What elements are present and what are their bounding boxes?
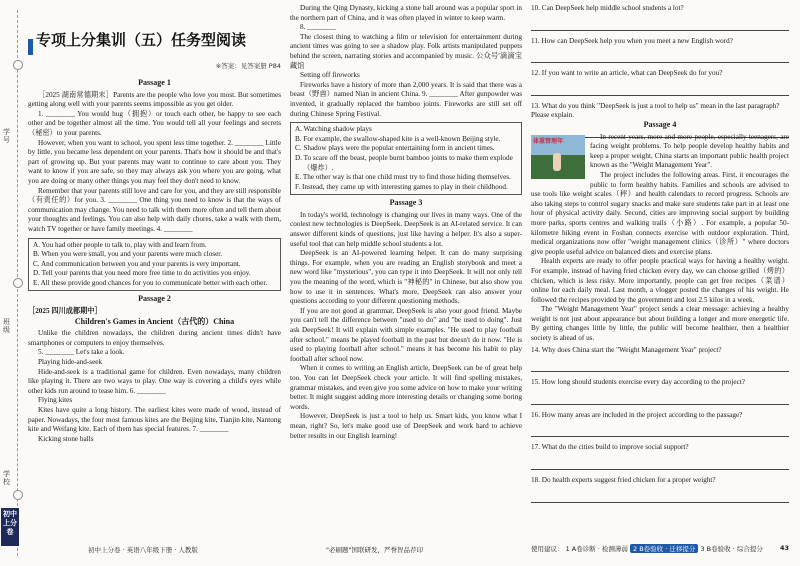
question: 13. What do you think "DeepSeek is just a tool to help us" mean in the last paragraph? Please explain. [531, 101, 780, 120]
subheading: Playing hide-and-seek [38, 358, 103, 367]
answer-line[interactable] [531, 426, 789, 437]
answer-line[interactable] [531, 52, 789, 63]
paragraph: DeepSeek is an AI-powered learning helper. It can do many surprising things. For example, when you are reading an English storybook and meet a new word like "mysterious", you can type it into DeepSeek. It will not only tell you the meaning of the word, which is "神秘的" in Chinese, but also show you how to use it in sentences. What's more, DeepSeek can also answer your questions according to your different questioning methods. [290, 249, 522, 306]
subheading: Flying kites [38, 396, 73, 405]
paragraph: During the Qing Dynasty, kicking a stone ball around was a popular sport in the northern part of China, and it was often played in winter to keep warm. [290, 4, 522, 22]
option-item: B. For example, the swallow-shaped kite is a well-known Beijing style. [295, 134, 501, 143]
paragraph: When it comes to writing an English article, DeepSeek can be of great help too. You can let DeepSeek check your article. It will find spelling mistakes, grammar mistakes, and even give you some advice on how to make your writing better. It might suggest adding more interesting details or changing some boring words. [290, 364, 522, 411]
option-item: C. Shadow plays were the popular entertaining form in ancient times. [295, 144, 495, 153]
paragraph: 1. ________ You would hug（拥抱）or touch each other, be happy to see each other and be together almost all the time. You would tell all your feelings and secrets（秘密）to your parents. [28, 109, 281, 137]
binding-gutter [0, 0, 26, 566]
usage-label: 使用建议： [531, 545, 564, 553]
passage-2-cont [290, 4, 522, 441]
option-item: A. Watching shadow plays [295, 125, 372, 134]
questions-14-18 [531, 346, 789, 503]
runner-figure [553, 153, 561, 171]
subheading: Kicking stone balls [38, 434, 94, 443]
passage-heading: Children's Games in Ancient（古代的）China [74, 316, 235, 326]
answer-reference: ※答案：见答案册 P84 [215, 62, 281, 70]
weight-management-photo [531, 135, 585, 179]
question: 15. How long should students exercise every day according to the project? [531, 378, 745, 387]
usage-tips [531, 544, 789, 556]
title-accent-bar [28, 39, 33, 55]
passage-title: Passage 1 [138, 78, 171, 87]
question: 12. If you want to write an article, what can DeepSeek do for you? [531, 69, 723, 78]
paragraph: Hide-and-seek is a traditional game for children. Even nowadays, many children like playing it. There are two ways to play. One way is covering a child's eyes while other kids run around to tease him. 6. ________ [28, 367, 281, 395]
option-item: B. When you were small, you and your parents were much closer. [33, 250, 223, 259]
footer-left: 初中上分卷 · 英语八年级下册 · 人教版 [88, 546, 198, 554]
options-box [290, 122, 522, 195]
option-item: C. And communication between you and your parents is very important. [33, 259, 241, 268]
paragraph: If you are not good at grammar, DeepSeek is also your good friend. Maybe you can't tell the difference between "used to do" and "be used to doing". Just ask DeepSeek! It will explain with simple examples. "He used to play football after school." means he played football in the past but doesn't do it now. "He is used to playing football after school." means it has become his habit to play football after school now. [290, 306, 522, 363]
section-title [28, 31, 281, 58]
passage-title: Passage 2 [138, 294, 171, 304]
paragraph: However, when you want to school, you spent less time together. 2. ________ Little by little, you became less dependent on your parents. That's how it should be and that's part of growing up. But your parents may want to continue to care about you. They want to know if you are safe, so they may always ask you where you are going, what you are doing or many other things you may feel they don't need to know. [28, 138, 281, 185]
paragraph: Fireworks have a history of more than 2,000 years. It is said that there was a beast（野兽）named Nian in ancient China. 9. ________ After gunpowder was invented, it gradually replaced the bamboo joints. Fireworks are still set off during Chinese Spring Festival. [290, 80, 522, 118]
passage-title: Passage 3 [389, 198, 423, 208]
question: 11. How can DeepSeek help you when you meet a new English word? [531, 36, 733, 45]
paragraph: In today's world, technology is changing our lives in many ways. One of the coolest new technologies is DeepSeek. DeepSeek is an AI-related service. It can answer different kinds of questions, just like having a helper. It's also a super-useful tool that can help middle school students a lot. [290, 210, 522, 248]
option-item: E. All these provide good chances for you to communicate better with each other. [33, 278, 268, 287]
passage-title: Passage 4 [643, 120, 677, 129]
paragraph: The closest thing to watching a film or television for entertainment during ancient times was going to see a shadow play. Folk artists manipulated puppets behind the screen, narrating stories and accompanied by music. 公众号'滴滴宝藏馆 [290, 32, 522, 70]
passage-source: ［2025 四川成都期中］ [28, 307, 102, 316]
student-id-label: 学号 [3, 128, 10, 144]
option-item: E. The other way is that one child must try to find those hiding themselves. [295, 173, 511, 182]
usage-step-b: 2 B卷验收 · 迁移提分 [630, 544, 698, 553]
option-item: D. To scare off the beast, people burnt bamboo joints to make them explode（爆炸）. [295, 153, 513, 172]
series-badge: 初中上分卷 [1, 508, 19, 546]
usage-step-c: 3 B卷验收 · 综合提分 [700, 545, 763, 553]
option-item: A. You had other people to talk to, play with and learn from. [33, 240, 207, 249]
question: 14. Why does China start the "Weight Management Year" project? [531, 345, 722, 354]
paragraph: In recent years, more and more people, especially teenagers, are facing weight problems. To help people develop healthy habits and keep a proper weight, China starts an important public health project known as the "Weight Management Year". [590, 132, 789, 170]
paragraph: Unlike the children nowadays, the children during ancient times didn't have smartphones or computers to enjoy themselves. [28, 329, 281, 347]
answer-line[interactable] [531, 394, 789, 405]
paragraph: 8. ________ [300, 23, 336, 32]
option-item: F. Instead, they came up with interesting games to play in their childhood. [295, 182, 508, 191]
answer-line[interactable] [531, 459, 789, 470]
page-title: 专项上分集训（五）任务型阅读 [36, 31, 247, 49]
usage-step-a: 1 A卷诊断 · 检测薄弱 [565, 545, 628, 553]
paragraph: Remember that your parents still love and care for you, and they are still responsible（有责任的）for you. 3. ________ One thing you need to know is that the ways of communication may change. You need to talk with them more often and tell them about your thoughts and feelings. You can also help with daily chores, take a walk with them, watch TV together or have family meetings. 4. ________ [28, 186, 281, 233]
paragraph: The "Weight Management Year" project sends a clear message: achieving a healthy weight is not just about appearance but about building a longer and more energetic life. By getting changes little by little, the public will become healthier, then a healthier society is ahead of us. [531, 305, 789, 343]
question: 17. What do the cities build to improve social support? [531, 443, 689, 452]
paragraph: Health experts are ready to offer people practical ways for having a healthy weight. For example, instead of having fried chicken every day, we can choose grilled（烤的）chicken, which is less risky. More importantly, people can get free recipes（菜谱）online for each daily meal. Last month, a vlogger posted the changes of his weight. He followed the recipes provided by the government and lost 2.5 kilos in a week. [531, 257, 789, 304]
answer-line[interactable] [531, 361, 789, 372]
option-item: D. Tell your parents that you need more free time to do activities you enjoy. [33, 269, 251, 278]
paragraph: ［2025 湖南常德期末］Parents are the people who love you most. But sometimes getting along well with your parents seems impossible as you get older. [28, 90, 281, 109]
passage-4 [531, 118, 789, 509]
binding-hole [13, 60, 23, 70]
binding-hole [13, 278, 23, 288]
question: 10. Can DeepSeek help middle school students a lot? [531, 4, 684, 12]
options-box [28, 238, 281, 292]
photo-caption: 体重管理年 [533, 137, 564, 145]
paragraph: The project includes the following areas. First, it encourages the public to form healthy habits. Families and schools are advised to use tools like weight scales（秤）and health calendars to record progress. Schools are also taking steps to control sugary snacks and make sure students take part in at least one hour of physical activity daily. Second, cities are improving social support by building more parks, sports centres and walking trails（小路）. For example, a popular 50-kilometre hiking event in Foshan connects exercise with outdoor exploration. Third, medical organizations now offer "weight management clinics（诊所）" where doctors give people useful advice on balanced diets and exercise plans. [531, 170, 789, 256]
paragraph: Kites have quite a long history. The earliest kites were made of wood, instead of paper. Nowadays, the four most famous kites are the Beijing kite, Tianjin kite, Nantong kite and Weifang kite. Each of them has special features. 7. ________ [28, 406, 281, 434]
school-label: 学校 [3, 470, 10, 486]
paragraph: However, DeepSeek is just a tool to help us. Smart kids, you know what I mean, right? So, let's make good use of DeepSeek and work hard to achieve better results in our English learning! [290, 412, 522, 440]
answer-line[interactable] [531, 20, 789, 31]
answer-line[interactable] [531, 492, 789, 503]
passage-1 [28, 76, 281, 444]
class-label: 班级 [3, 318, 10, 334]
answer-line[interactable] [531, 85, 789, 96]
binding-hole [13, 490, 23, 500]
subheading: Setting off fireworks [300, 71, 360, 80]
page-number: 43 [779, 544, 789, 552]
question: 16. How many areas are included in the project according to the passage? [531, 410, 743, 419]
footer-mid: "必刷题"国联研发，严誉智品荐印 [326, 546, 423, 554]
question: 18. Do health experts suggest fried chicken for a proper weight? [531, 476, 716, 485]
paragraph: 5. ________ Let's take a look. [38, 348, 125, 357]
